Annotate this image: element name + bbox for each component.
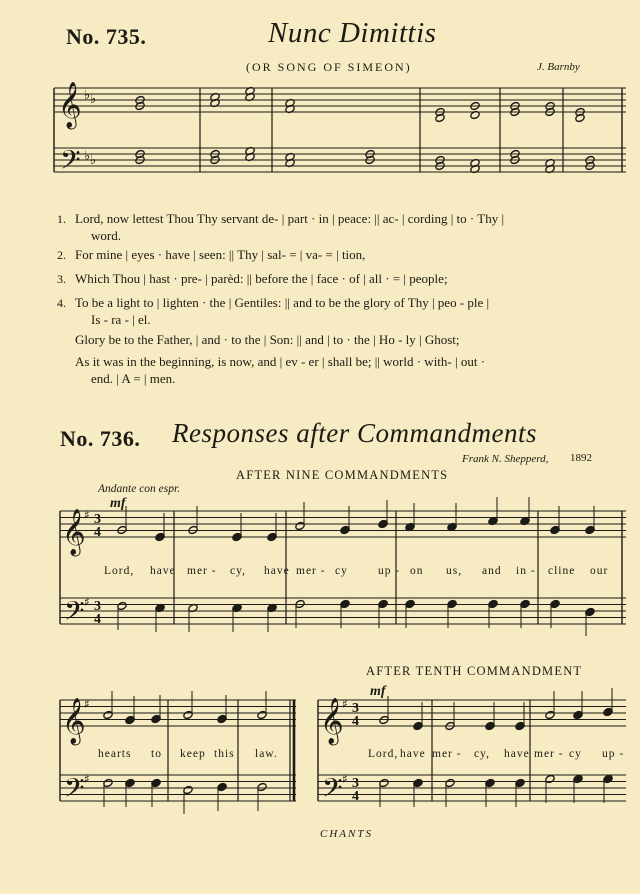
hymn-number: No. 736. <box>60 426 141 451</box>
lyric-syllable: have <box>504 748 530 760</box>
composer-year: 1892 <box>570 452 592 464</box>
lyric-syllable: mer - <box>534 748 564 760</box>
lyric-syllable: cy, <box>230 565 246 577</box>
lyric-syllable: up - <box>602 748 625 760</box>
treble-clef-icon: 𝄞 <box>62 509 86 555</box>
verse-text-cont: Is - ra - | el. <box>91 312 151 327</box>
time-signature-top: 3 <box>352 701 359 716</box>
sharp-icon: ♯ <box>84 508 90 522</box>
lyric-syllable: have <box>264 565 290 577</box>
dynamic-marking: mf <box>110 496 126 511</box>
lyric-syllable: cy, <box>474 748 490 760</box>
hymn-subtitle: (OR SONG OF SIMEON) <box>246 60 412 74</box>
section-heading: AFTER TENTH COMMANDMENT <box>366 664 583 678</box>
time-signature-top: 3 <box>352 776 359 791</box>
flat-icon: ♭ <box>90 153 97 168</box>
hymn-number: No. 735. <box>66 24 147 49</box>
lyric-syllable: cy <box>335 565 348 577</box>
lyric-syllable: keep <box>180 748 206 760</box>
time-signature-bottom: 4 <box>352 714 359 729</box>
flat-icon: ♭ <box>90 92 97 107</box>
gloria-line: Glory be to the Father, | and · to the | Son: || and | to · the | Ho - ly | Ghost; <box>75 332 460 347</box>
verse-text: Which Thou | hast · pre- | parèd: || before the | face · of | all · = | people; <box>75 271 448 286</box>
lyric-syllable: Lord, <box>368 748 399 760</box>
verse-number: 1. <box>57 212 66 226</box>
verse-text: Lord, now lettest Thou Thy servant de- | part · in | peace: || ac- | cording | to · Thy | <box>75 211 505 226</box>
lyric-syllable: mer - <box>432 748 462 760</box>
page-footer: CHANTS <box>320 828 373 840</box>
lyric-syllable: our <box>590 565 609 577</box>
flat-icon: ♭ <box>84 149 91 164</box>
lyric-syllable: have <box>400 748 426 760</box>
lyric-syllable: up - <box>378 565 401 577</box>
flat-icon: ♭ <box>84 88 91 103</box>
time-signature-top: 3 <box>94 512 101 527</box>
sharp-icon: ♯ <box>84 697 90 711</box>
hymn-title: Nunc Dimittis <box>268 17 437 49</box>
sharp-icon: ♯ <box>342 697 348 711</box>
lyric-syllable: mer - <box>187 565 217 577</box>
sharp-icon: ♯ <box>342 772 348 786</box>
lyric-syllable: to <box>151 748 162 760</box>
lyric-syllable: Lord, <box>104 565 135 577</box>
lyric-syllable: law. <box>255 748 278 760</box>
time-signature-bottom: 4 <box>94 525 101 540</box>
treble-clef-icon: 𝄞 <box>58 82 82 128</box>
verse-text: For mine | eyes · have | seen: || Thy | sal- = | va- = | tion, <box>75 247 366 262</box>
verse-number: 3. <box>57 272 66 286</box>
lyric-syllable: have <box>150 565 176 577</box>
composer: J. Barnby <box>537 61 580 73</box>
lyric-syllable: this <box>214 748 235 760</box>
bass-clef-icon: 𝄢 <box>322 772 343 810</box>
lyric-syllable: cy <box>569 748 582 760</box>
lyric-syllable: in - <box>516 565 536 577</box>
time-signature-top: 3 <box>94 599 101 614</box>
lyric-syllable: on <box>410 565 424 577</box>
verse-text-cont: word. <box>91 228 121 243</box>
verse-number: 4. <box>57 296 66 310</box>
gloria-line: end. | A = | men. <box>91 371 176 386</box>
treble-clef-icon: 𝄞 <box>62 698 86 744</box>
bass-clef-icon: 𝄢 <box>64 772 85 810</box>
lyric-syllable: hearts <box>98 748 132 760</box>
hymn-title: Responses after Commandments <box>172 418 537 448</box>
gloria-line: As it was in the beginning, is now, and | ev - er | shall be; || world · with- | out · <box>75 354 486 369</box>
bass-clef-icon: 𝄢 <box>60 144 81 182</box>
time-signature-bottom: 4 <box>352 789 359 804</box>
tempo-marking: Andante con espr. <box>98 483 181 495</box>
treble-clef-icon: 𝄞 <box>320 698 344 744</box>
lyric-syllable: and <box>482 565 502 577</box>
time-signature-bottom: 4 <box>94 612 101 627</box>
verse-text: To be a light to | lighten · the | Gentiles: || and to be the glory of Thy | peo - ple | <box>75 295 490 310</box>
lyric-syllable: cline <box>548 565 576 577</box>
lyric-syllable: mer - <box>296 565 326 577</box>
verse-number: 2. <box>57 248 66 262</box>
composer: Frank N. Shepperd, <box>462 453 549 465</box>
section-heading: AFTER NINE COMMANDMENTS <box>236 468 449 482</box>
sharp-icon: ♯ <box>84 772 90 786</box>
dynamic-marking: mf <box>370 684 386 699</box>
lyric-syllable: us, <box>446 565 463 577</box>
sharp-icon: ♯ <box>84 595 90 609</box>
bass-clef-icon: 𝄢 <box>64 595 85 633</box>
